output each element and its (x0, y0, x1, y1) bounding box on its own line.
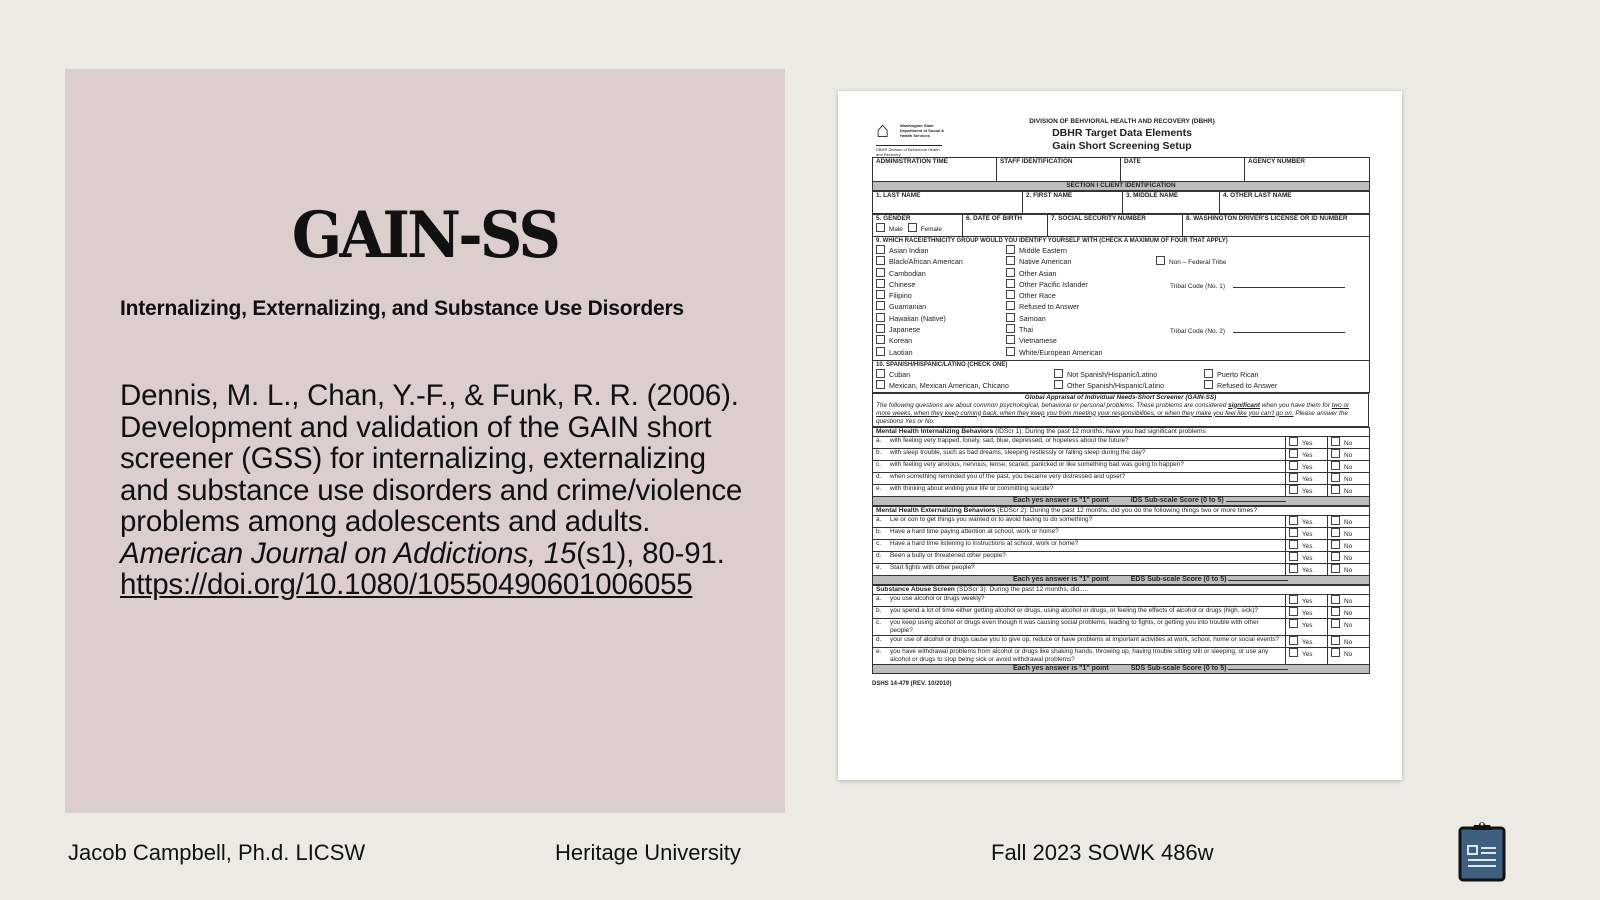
race-option: Chinese (876, 279, 1006, 290)
yes-checkbox[interactable] (1289, 595, 1298, 604)
name-field[interactable]: 2. FIRST NAME (1023, 192, 1123, 214)
race-option: Middle Eastern (1006, 245, 1156, 256)
gain-title: Global Appraisal of Individual Needs-Short Screener (GAIN-SS) (1024, 393, 1217, 401)
hispanic-checkbox[interactable] (876, 369, 885, 378)
race-checkbox[interactable] (1006, 290, 1015, 299)
question-text: Have a hard time paying attention at school, work or home? (890, 527, 1059, 535)
gender-field: 5. GENDER Male Female (873, 215, 963, 237)
score-row[interactable]: Each yes answer is "1" point EDS Sub-scale Score (0 to 5) (873, 575, 1370, 584)
race-option: Other Pacific Islander (1006, 279, 1156, 290)
dshs-logo (876, 119, 946, 155)
form-title-2: Gain Short Screening Setup (1052, 140, 1192, 152)
screening-section (872, 585, 1370, 674)
question-row: c. you keep using alcohol or drugs even though it was causing social problems, leading to fights, or getting you into trouble with other people? Yes No (873, 618, 1370, 635)
gain-intro-box: Global Appraisal of Individual Needs-Short Screener (GAIN-SS) The following questions are about common psychological, behavioral or personal problems. These problems are considered significant when you have them for two or more weeks, when they keep coming back, when they keep you from meeting your responsibilities, or when they make you feel like you can't go on. Please answer the questions Yes or No. (872, 393, 1369, 427)
question-text: Start fights with other people? (890, 563, 975, 571)
race-checkbox[interactable] (1006, 279, 1015, 288)
race-option: White/European American (1006, 347, 1156, 358)
yes-checkbox[interactable] (1289, 461, 1298, 470)
question-text: you keep using alcohol or drugs even though it was causing social problems, leading to fights, or getting you into trouble with other people? (890, 618, 1259, 634)
female-checkbox[interactable] (908, 223, 917, 232)
yes-checkbox[interactable] (1289, 636, 1298, 645)
admin-field[interactable]: AGENCY NUMBER (1245, 158, 1370, 182)
hispanic-checkbox[interactable] (1204, 369, 1213, 378)
yes-checkbox[interactable] (1289, 449, 1298, 458)
section-header: SECTION I CLIENT IDENTIFICATION (873, 182, 1370, 191)
race-checkbox[interactable] (876, 313, 885, 322)
yes-checkbox[interactable] (1289, 437, 1298, 446)
section-title: Mental Health Internalizing Behaviors (IDScr 1): During the past 12 months, have you had significant problems (873, 427, 1370, 436)
question-row: e. Start fights with other people? Yes No (873, 563, 1370, 575)
logo-org: Washington State Department of Social & Health Services (900, 123, 945, 138)
screening-section (872, 427, 1370, 506)
race-checkbox[interactable] (876, 279, 885, 288)
race-option: Laotian (876, 347, 1006, 358)
form-header (872, 117, 1369, 157)
race-option: Cambodian (876, 268, 1006, 279)
no-checkbox[interactable] (1331, 437, 1340, 446)
non-federal-tribe-option: Non – Federal Tribe (1156, 256, 1356, 267)
question-text: with thinking about ending your life or committing suicide? (890, 484, 1054, 492)
yes-checkbox[interactable] (1289, 607, 1298, 616)
yes-checkbox[interactable] (1289, 564, 1298, 573)
question-row: b. with sleep trouble, such as bad dreams, sleeping restlessly or falling sleep during the day? Yes No (873, 448, 1370, 460)
race-checkbox[interactable] (1006, 256, 1015, 265)
institution-name: Heritage University (555, 840, 741, 865)
race-option: Other Race (1006, 290, 1156, 301)
no-checkbox[interactable] (1331, 607, 1340, 616)
race-checkbox[interactable] (1006, 324, 1015, 333)
yes-checkbox[interactable] (1289, 552, 1298, 561)
form-title-1: DBHR Target Data Elements (1052, 127, 1192, 139)
name-field[interactable]: 1. LAST NAME (873, 192, 1023, 214)
logo-division: DBHR Division of Behavioral Health and Recovery (876, 145, 942, 157)
no-checkbox[interactable] (1331, 516, 1340, 525)
score-row[interactable]: Each yes answer is "1" point IDS Sub-scale Score (0 to 5) (873, 496, 1370, 505)
citation-authors: Dennis, M. L., Chan, Y.-F., & Funk, R. R. (2006). Development and validation of the GAIN short screener (GSS) for internalizing, externalizing and substance use disorders and crime/violence problems among adolescents and adults. (120, 379, 743, 538)
tribal-code-1[interactable]: Tribal Code (No. 1) (1156, 279, 1356, 290)
question-row: e. you have withdrawal problems from alcohol or drugs like shaking hands, throwing up, having trouble sitting still or sleeping, or use any alcohol or drugs to stop being sick or avoid withdrawal problems? Yes No (873, 647, 1370, 664)
race-checkbox[interactable] (876, 324, 885, 333)
score-row[interactable]: Each yes answer is "1" point SDS Sub-scale Score (0 to 5) (873, 664, 1370, 673)
citation-journal: American Journal on Addictions, 15 (120, 536, 577, 570)
ssn-field[interactable]: 7. SOCIAL SECURITY NUMBER (1048, 215, 1183, 237)
race-checkbox[interactable] (876, 347, 885, 356)
name-fields-table (872, 191, 1370, 214)
license-field[interactable]: 8. WASHINGTON DRIVER'S LICENSE OR ID NUMBER (1183, 215, 1370, 237)
race-checkbox[interactable] (876, 301, 885, 310)
citation-issue-pages: (s1), 80-91. (576, 536, 725, 570)
name-field[interactable]: 3. MIDDLE NAME (1123, 192, 1220, 214)
question-row: c. Have a hard time listening to instructions at school, work or home? Yes No (873, 539, 1370, 551)
race-checkbox[interactable] (1006, 245, 1015, 254)
yes-checkbox[interactable] (1289, 648, 1298, 657)
clipboard-icon[interactable] (1458, 820, 1506, 882)
no-checkbox[interactable] (1331, 552, 1340, 561)
race-checkbox[interactable] (876, 290, 885, 299)
slide-title: GAIN-SS (291, 198, 559, 273)
no-checkbox[interactable] (1331, 473, 1340, 482)
question-row: c. with feeling very anxious, nervous, tense, scared, panicked or like something bad was going to happen? Yes No (873, 460, 1370, 472)
no-checkbox[interactable] (1331, 564, 1340, 573)
race-option: Native American (1006, 256, 1156, 267)
hispanic-checkbox[interactable] (1054, 369, 1063, 378)
question-row: d. when something reminded you of the past, you became very distressed and upset? Yes No (873, 472, 1370, 484)
yes-checkbox[interactable] (1289, 619, 1298, 628)
presenter-name: Jacob Campbell, Ph.d. LICSW (68, 840, 366, 865)
question-row: a. Lie or con to get things you wanted or to avoid having to do something? Yes No (873, 515, 1370, 527)
race-option: Samoan (1006, 313, 1156, 324)
question-row: a. you use alcohol or drugs weekly? Yes No (873, 594, 1370, 606)
question-row: d. your use of alcohol or drugs cause you to give up, reduce or have problems at important activities at work, school, home or social events? Yes No (873, 635, 1370, 647)
race-option: Japanese (876, 324, 1006, 335)
no-checkbox[interactable] (1331, 461, 1340, 470)
yes-checkbox[interactable] (1289, 516, 1298, 525)
yes-checkbox[interactable] (1289, 540, 1298, 549)
race-option: Refused to Answer (1006, 301, 1156, 312)
course-name: Fall 2023 SOWK 486w (991, 840, 1214, 865)
race-option: Guamanian (876, 301, 1006, 312)
non-federal-tribe-checkbox[interactable] (1156, 256, 1165, 265)
question-text: you use alcohol or drugs weekly? (890, 594, 985, 602)
no-checkbox[interactable] (1331, 595, 1340, 604)
race-section: 9. WHICH RACE/ETHNICITY GROUP WOULD YOU IDENTIFY YOURSELF WITH (CHECK A MAXIMUM OF FOUR THAT APPLY) Asian Indian Black/African American Cambodian Chinese Filipino Guamanian Hawaiian (Native) Japanese Korean Laotian Middle Eastern Native American Other Asian Other Pacific Islander Other Race Refused to Answer Samoan Thai Vietnamese White/European American Non – Federal Tribe Tribal Code (No. 1) Tribal Code (No. 2) (873, 237, 1370, 361)
question-text: when something reminded you of the past, you became very distressed and upset? (890, 472, 1126, 480)
question-text: your use of alcohol or drugs cause you to give up, reduce or have problems at important activities at work, school, home or social events? (890, 635, 1279, 643)
question-row: a. with feeling very trapped, lonely, sad, blue, depressed, or hopeless about the future? Yes No (873, 436, 1370, 448)
question-row: d. Been a bully or threatened other people? Yes No (873, 551, 1370, 563)
yes-checkbox[interactable] (1289, 485, 1298, 494)
race-checkbox[interactable] (1006, 268, 1015, 277)
doi-link[interactable]: https://doi.org/10.1080/10550490601006055 (120, 568, 693, 601)
section-title: Mental Health Externalizing Behaviors (EDScr 2): During the past 12 months, did you do the following things two or more times? (873, 506, 1370, 515)
male-checkbox[interactable] (876, 223, 885, 232)
yes-checkbox[interactable] (1289, 528, 1298, 537)
race-checkbox[interactable] (1006, 313, 1015, 322)
citation (120, 380, 760, 601)
race-checkbox[interactable] (1006, 347, 1015, 356)
title-panel (65, 69, 785, 813)
yes-checkbox[interactable] (1289, 473, 1298, 482)
hispanic-checkbox[interactable] (1204, 380, 1213, 389)
question-text: with feeling very trapped, lonely, sad, blue, depressed, or hopeless about the future? (890, 436, 1129, 444)
race-option: Filipino (876, 290, 1006, 301)
question-text: Been a bully or threatened other people? (890, 551, 1006, 559)
no-checkbox[interactable] (1331, 449, 1340, 458)
race-checkbox[interactable] (1006, 301, 1015, 310)
race-checkbox[interactable] (1006, 335, 1015, 344)
slide-subtitle: Internalizing, Externalizing, and Substance Use Disorders (120, 297, 684, 320)
race-option: Black/African American (876, 256, 1006, 267)
race-option: Asian Indian (876, 245, 1006, 256)
question-text: with sleep trouble, such as bad dreams, sleeping restlessly or falling sleep during the day? (890, 448, 1146, 456)
question-text: Have a hard time listening to instructions at school, work or home? (890, 539, 1079, 547)
admin-fields-table (872, 157, 1370, 191)
no-checkbox[interactable] (1331, 648, 1340, 657)
demographics-table (872, 214, 1370, 393)
question-text: you spend a lot of time either getting alcohol or drugs, using alcohol or drugs, or feeling the effects of alcohol or drugs (high, sick)? (890, 606, 1258, 614)
no-checkbox[interactable] (1331, 485, 1340, 494)
question-row: b. you spend a lot of time either getting alcohol or drugs, using alcohol or drugs, or feeling the effects of alcohol or drugs (high, sick)? Yes No (873, 606, 1370, 618)
admin-field[interactable]: DATE (1121, 158, 1245, 182)
screening-section (872, 506, 1370, 585)
race-option: Vietnamese (1006, 335, 1156, 346)
race-checkbox[interactable] (876, 256, 885, 265)
no-checkbox[interactable] (1331, 619, 1340, 628)
division-header: DIVISION OF BEHVIORAL HEALTH AND RECOVERY (DBHR) (1029, 118, 1215, 125)
race-checkbox[interactable] (876, 245, 885, 254)
name-field[interactable]: 4. OTHER LAST NAME (1220, 192, 1370, 214)
form-document-image (838, 91, 1402, 780)
race-option: Thai (1006, 324, 1156, 335)
section-title: Substance Abuse Screen (SDScr 3): During the past 12 months, did..... (873, 585, 1370, 594)
no-checkbox[interactable] (1331, 636, 1340, 645)
admin-field[interactable]: STAFF IDENTIFICATION (997, 158, 1121, 182)
question-text: Lie or con to get things you wanted or to avoid having to do something? (890, 515, 1093, 523)
question-text: you have withdrawal problems from alcohol or drugs like shaking hands, throwing up, having trouble sitting still or sleeping, or use any alcohol or drugs to stop being sick or avoid withdrawal problems? (890, 647, 1269, 663)
race-option: Korean (876, 335, 1006, 346)
hispanic-section: 10. SPANISH/HISPANIC/LATINO (CHECK ONE) Cuban Mexican, Mexican American, Chicano Not Spanish/Hispanic/Latino Other Spanish/Hispanic/Latino Puerto Rican Refused to Answer (873, 360, 1370, 392)
no-checkbox[interactable] (1331, 528, 1340, 537)
race-checkbox[interactable] (876, 268, 885, 277)
question-row: b. Have a hard time paying attention at school, work or home? Yes No (873, 527, 1370, 539)
family-logo-icon: ⌂ (876, 117, 887, 142)
race-option: Hawaiian (Native) (876, 313, 1006, 324)
admin-field[interactable]: ADMINISTRATION TIME (873, 158, 997, 182)
dob-field[interactable]: 6. DATE OF BIRTH (963, 215, 1048, 237)
tribal-code-2[interactable]: Tribal Code (No. 2) (1156, 324, 1356, 335)
question-row: e. with thinking about ending your life or committing suicide? Yes No (873, 484, 1370, 496)
hispanic-checkbox[interactable] (876, 380, 885, 389)
form-code: DSHS 14-479 (REV. 10/2010) (872, 680, 952, 687)
hispanic-checkbox[interactable] (1054, 380, 1063, 389)
race-option: Other Asian (1006, 268, 1156, 279)
no-checkbox[interactable] (1331, 540, 1340, 549)
race-checkbox[interactable] (876, 335, 885, 344)
question-text: with feeling very anxious, nervous, tense, scared, panicked or like something bad was going to happen? (890, 460, 1184, 468)
